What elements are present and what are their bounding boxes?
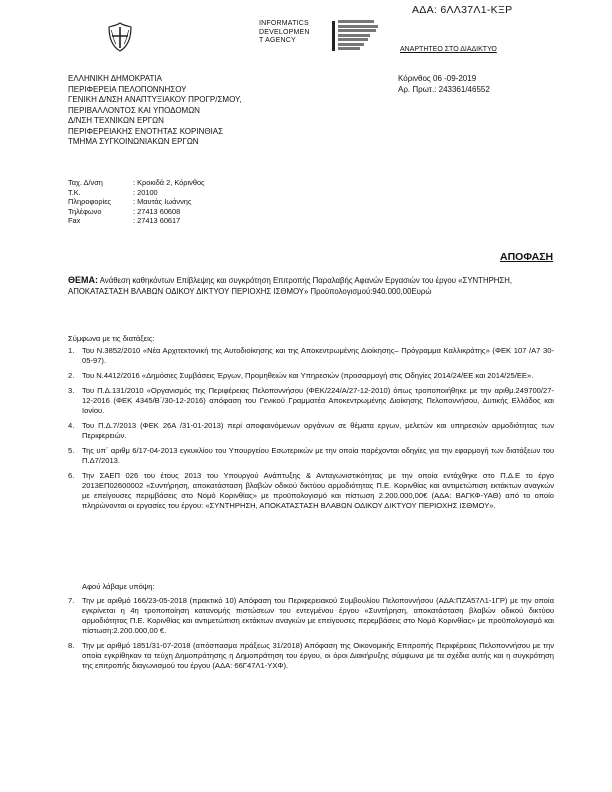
list-item — [68, 371, 554, 381]
agency-divider — [332, 21, 335, 51]
list-item — [68, 346, 554, 366]
item-text: Του Π.Δ.131/2010 «Οργανισμός της Περιφέρειας Πελοποννήσου (ΦΕΚ/224/Α/27-12-2010) όπως τροποποιήθηκε με την αριθμ.249700/27-12-2016 (ΦΕΚ 4345/Β΄/30-12-2016) απόφαση του Γενικού Γραμματέα Αποκεντρωμένης Διοίκησης Πελοποννήσου, Δυτικής Ελλάδος και Ιονίου. — [82, 386, 554, 415]
agency-line: DEVELOPMEN — [259, 28, 310, 36]
authority-line: ΓΕΝΙΚΗ Δ/ΝΣΗ ΑΝΑΠΤΥΞΙΑΚΟΥ ΠΡΟΓΡ/ΣΜΟΥ, — [68, 95, 242, 104]
contact-row — [68, 207, 205, 217]
item-number: 6. — [68, 471, 75, 480]
item-number: 7. — [68, 596, 75, 605]
authority-line: ΠΕΡΙΒΑΛΛΟΝΤΟΣ ΚΑΙ ΥΠΟΔΟΜΩΝ — [68, 105, 200, 115]
decision-title: ΑΠΟΦΑΣΗ — [500, 251, 554, 263]
list-item — [68, 446, 554, 466]
item-text: Την με αριθμό 166/23-05-2018 (πρακτικό 10) Απόφαση του Περιφερειακού Συμβουλίου Πελοποννήσου (ΑΔΑ:ΠΖΑ57Λ1-1ΓΡ) με την οποία εγκρίνεται η 4η τροποποίηση κατανομής πιστώσεων του εντεγμένου έργου «Συντήρηση, αποκατάσταση βλαβών οδικού δικτύου αρμοδιότητας Π.Ε. Κορινθίας και αντιμετώπιση εκτάκτων αναγκών με επείγουσες περεμβάσεις στο Νομό Κορινθίας» με προϋπολογισμό και πίστωση:2.200.000,00 €. — [82, 596, 554, 635]
contact-row — [68, 216, 205, 226]
agency-fine-print-graphic — [338, 20, 378, 50]
agency-line: INFORMATICS — [259, 20, 309, 27]
contact-label: Fax — [68, 216, 81, 226]
list-item — [68, 421, 554, 441]
document-date: Κόρινθος 06 -09-2019 — [398, 74, 477, 83]
item-text: Του Π.Δ.7/2013 (ΦΕΚ 26Α /31-01-2013) περί αποφαινόμενων οργάνων σε θέματα εργων, μελετών και υπηρεσιών αρμοδιότητας των Περιφερειών. — [82, 421, 554, 440]
authority-line: ΠΕΡΙΦΕΡΕΙΑΚΗΣ ΕΝΟΤΗΤΑΣ ΚΟΡΙΝΘΙΑΣ — [68, 126, 224, 136]
contact-value: : Κροκιδά 2, Κόρινθος — [133, 178, 205, 187]
contact-value: : 27413 60617 — [133, 216, 181, 226]
contact-label: Τ.Κ. — [68, 187, 81, 197]
item-text: Την με αριθμό 1851/31-07-2018 (απόσπασμα πράξεως 31/2018) Απόφαση της Οικονομικής Επιτροπής Περιφέρειας Πελοποννήσου με την οποία εγκρίθηκαν τα τεύχη Δημοπράτησης η Δημοπράτηση του έργου, οι όροι Διακήρυξης σύμφωνα με τα σχέδια αυτής και η συγκρότηση της επιτροπής διαγωνισμού του έργου (ΑΔΑ: 66Γ47Λ1-ΥΧΦ). — [82, 641, 554, 670]
authority-line: ΠΕΡΙΦΕΡΕΙΑ ΠΕΛΟΠΟΝΝΗΣΟΥ — [68, 84, 187, 94]
item-number: 4. — [68, 421, 75, 430]
protocol-number: Αρ. Πρωτ.: 243361/46552 — [398, 84, 490, 94]
issuing-authority — [68, 74, 242, 148]
contact-value: : 27413 60608 — [133, 206, 181, 216]
contact-label: Πληροφορίες — [68, 197, 112, 207]
list-item — [68, 386, 554, 416]
contact-details — [68, 178, 205, 226]
subject-label: ΘΕΜΑ: — [68, 275, 98, 285]
intro-text: Σύμφωνα με τις διατάξεις: — [68, 334, 155, 343]
item-number: 2. — [68, 371, 75, 380]
ada-code: ΑΔΑ: 6ΛΛ37Λ1-ΚΞΡ — [412, 4, 513, 16]
subject-text: Ανάθεση καθηκόντων Επίβλεψης και συγκρότηση Επιτροπής Παραλαβής Αφανών Εργασιών του έργου «ΣΥΝΤΗΡΗΣΗ, ΑΠΟΚΑΤΑΣΤΑΣΗ ΒΛΑΒΩΝ ΟΔΙΚΟΥ ΔΙΚΤΥΟΥ ΠΕΡΙΟΧΗΣ ΙΣΘΜΟΥ» Προϋπολογισμού:940.000,00Ευρώ — [68, 276, 513, 296]
place-date-block — [398, 74, 490, 95]
contact-value: : 20100 — [133, 187, 158, 197]
provisions-list — [68, 346, 554, 516]
item-number: 8. — [68, 641, 75, 650]
considerations-intro: Αφού λάβαμε υπόψη: — [82, 582, 155, 591]
item-text: Του Ν.4412/2016 «Δημόσιες Συμβάσεις Έργων, Προμηθειών και Υπηρεσιών (προσαρμογή στις Οδηγίες 2014/24/ΕΕ και 2014/25/ΕΕ». — [82, 371, 534, 380]
item-number: 5. — [68, 446, 75, 455]
list-item — [68, 641, 554, 671]
list-item — [68, 596, 554, 636]
list-item — [68, 471, 554, 511]
item-text: Του Ν.3852/2010 «Νέα Αρχιτεκτονική της Αυτοδιοίκησης και της Αποκεντρωμένης Διοίκησης– Πρόγραμμα Καλλικράτης» (ΦΕΚ 107 /Α7 30-05-97). — [82, 346, 554, 365]
contact-label: Τηλέφωνο — [68, 206, 102, 216]
authority-line: ΕΛΛΗΝΙΚΗ ΔΗΜΟΚΡΑΤΙΑ — [68, 74, 162, 83]
subject-block — [68, 275, 552, 297]
contact-label: Ταχ. Δ/νση — [68, 178, 103, 187]
contact-row — [68, 178, 205, 188]
item-text: Την ΣΑΕΠ 026 του έτους 2013 του Υπουργού Ανάπτυξης & Ανταγωνιστικότητας με την οποία εντάχθηκε στο Π.Δ.Ε το έργο 2013ΕΠ02600002 «Συντήρηση, αποκατάσταση βλαβών οδικού δικτύου αρμοδιότητας Π.Ε. Κορινθίας και αντιμετώπιση εκτάκτων αναγκών με επείγουσες περιμβάσεις στο Νομό Κορινθίας» με προϋπολογισμό και πίστωση 2.200.000,00€ (ΑΔΑ: ΒΑΓΚΦ-ΥΑΘ) από το οποίο πληρώνονται οι εργασίες του έργου: «ΣΥΝΤΗΡΗΣΗ, ΑΠΟΚΑΤΑΣΤΑΣΗ ΒΛΑΒΩΝ ΟΔΙΚΟΥ ΔΙΚΤΥΟΥ ΠΕΡΙΟΧΗΣ ΙΣΘΜΟΥ». — [82, 471, 554, 510]
agency-name — [259, 20, 310, 46]
contact-row — [68, 197, 205, 207]
agency-line: T AGENCY — [259, 37, 296, 45]
hellenic-emblem-icon — [107, 22, 133, 52]
item-number: 1. — [68, 346, 75, 355]
item-text: Της υπ΄ αριθμ 6/17-04-2013 εγκυκλίου του Υπουργείου Εσωτερικών με την οποία παρέχονται οδηγίες για την εφαρμογή των διατάξεων του Π.Δ7/2013. — [82, 446, 554, 465]
considerations-list — [68, 596, 554, 676]
contact-row — [68, 188, 205, 198]
posted-online-label: ΑΝΑΡΤΗΤΕΟ ΣΤΟ ΔΙΑΔΙΚΤΥΟ — [400, 46, 497, 53]
contact-value: : Μαυτάς Ιωάννης — [133, 197, 192, 207]
item-number: 3. — [68, 386, 75, 395]
authority-line: ΤΜΗΜΑ ΣΥΓΚΟΙΝΩΝΙΑΚΩΝ ΕΡΓΩΝ — [68, 137, 199, 146]
authority-line: Δ/ΝΣΗ ΤΕΧΝΙΚΩΝ ΕΡΓΩΝ — [68, 116, 164, 125]
